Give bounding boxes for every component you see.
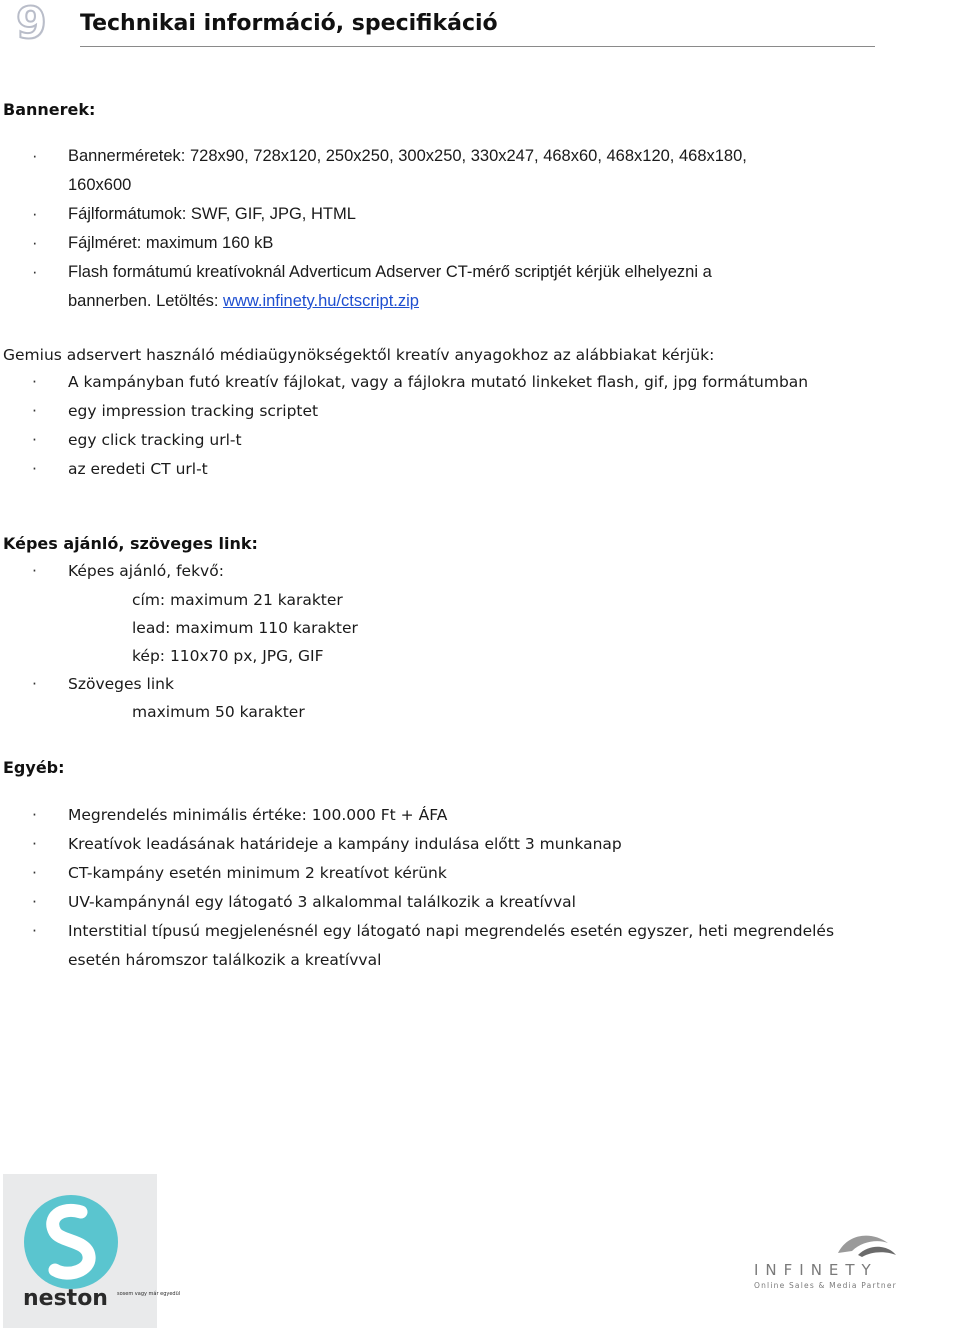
list-item-text: 160x600 [68,176,132,194]
list-item [0,142,747,171]
gemius-intro: Gemius adservert használó médiaügynökségektől kreatív anyagokhoz az alábbiakat kérjük: [3,346,715,364]
list-item-continuation [0,171,747,200]
infinety-logo-mark [740,1225,930,1305]
list-item [0,258,747,287]
list-item-continuation: esetén háromszor találkozik a kreatívval [68,951,382,969]
list-item-continuation [0,287,747,316]
neston-tagline: sosem vagy már egyedül [117,1291,181,1297]
infinety-tagline: Online Sales & Media Partner [754,1281,897,1290]
list-item: · UV-kampánynál egy látogató 3 alkalommal találkozik a kreatívval [0,888,834,917]
other-list [0,801,834,975]
list-item: · Kreatívok leadásának határideje a kampány indulása előtt 3 munkanap [0,830,834,859]
list-item [0,200,747,229]
list-item: · A kampányban futó kreatív fájlokat, vagy a fájlokra mutató linkeket flash, gif, jpg formátumban [0,368,808,397]
neston-logo [3,1174,181,1328]
infinety-logo [740,1225,930,1305]
neston-logo-mark [3,1174,181,1328]
list-item-text: bannerben. Letöltés: [68,292,224,310]
sub-item: lead: maximum 110 karakter [132,619,358,637]
list-item: · Szöveges link [0,670,174,699]
download-link[interactable]: www.infinety.hu/ctscript.zip [223,292,419,310]
list-item: · Megrendelés minimális értéke: 100.000 Ft + ÁFA [0,801,834,830]
list-item: · Képes ajánló, fekvő: [0,557,224,586]
list-item-text: Bannerméretek: 728x90, 728x120, 250x250, 300x250, 330x247, 468x60, 468x120, 468x180, [68,147,747,165]
list-item: · CT-kampány esetén minimum 2 kreatívot kérünk [0,859,834,888]
text-link-list [0,670,174,699]
list-item: · Interstitial típusú megjelenésnél egy látogató napi megrendelés esetén egyszer, heti megrendelés [0,917,834,946]
sub-item: cím: maximum 21 karakter [132,591,343,609]
infinety-wordmark: INFINETY [754,1261,878,1279]
banners-heading: Bannerek: [3,100,96,119]
list-item-text: Fájlformátumok: SWF, GIF, JPG, HTML [68,205,356,223]
text-link-sublist [0,698,305,726]
list-item-text: Flash formátumú kreatívoknál Adverticum Adserver CT-mérő scriptjét kérjük elhelyezni a [68,263,712,281]
sub-item: maximum 50 karakter [132,703,305,721]
list-item: · egy impression tracking scriptet [0,397,808,426]
gemius-list [0,368,808,484]
neston-wordmark: neston [23,1286,108,1311]
image-offer-sublist [0,586,358,670]
list-item-text: Fájlméret: maximum 160 kB [68,234,274,252]
list-item: · egy click tracking url-t [0,426,808,455]
list-item [0,229,747,258]
page-title: Technikai információ, specifikáció [80,6,875,47]
other-heading: Egyéb: [3,758,65,777]
image-offer-heading: Képes ajánló, szöveges link: [3,534,258,553]
sub-item: kép: 110x70 px, JPG, GIF [132,647,324,665]
banners-list [0,142,747,316]
image-offer-list [0,557,224,586]
page-number: 9 [16,0,47,49]
list-item: · az eredeti CT url-t [0,455,808,484]
